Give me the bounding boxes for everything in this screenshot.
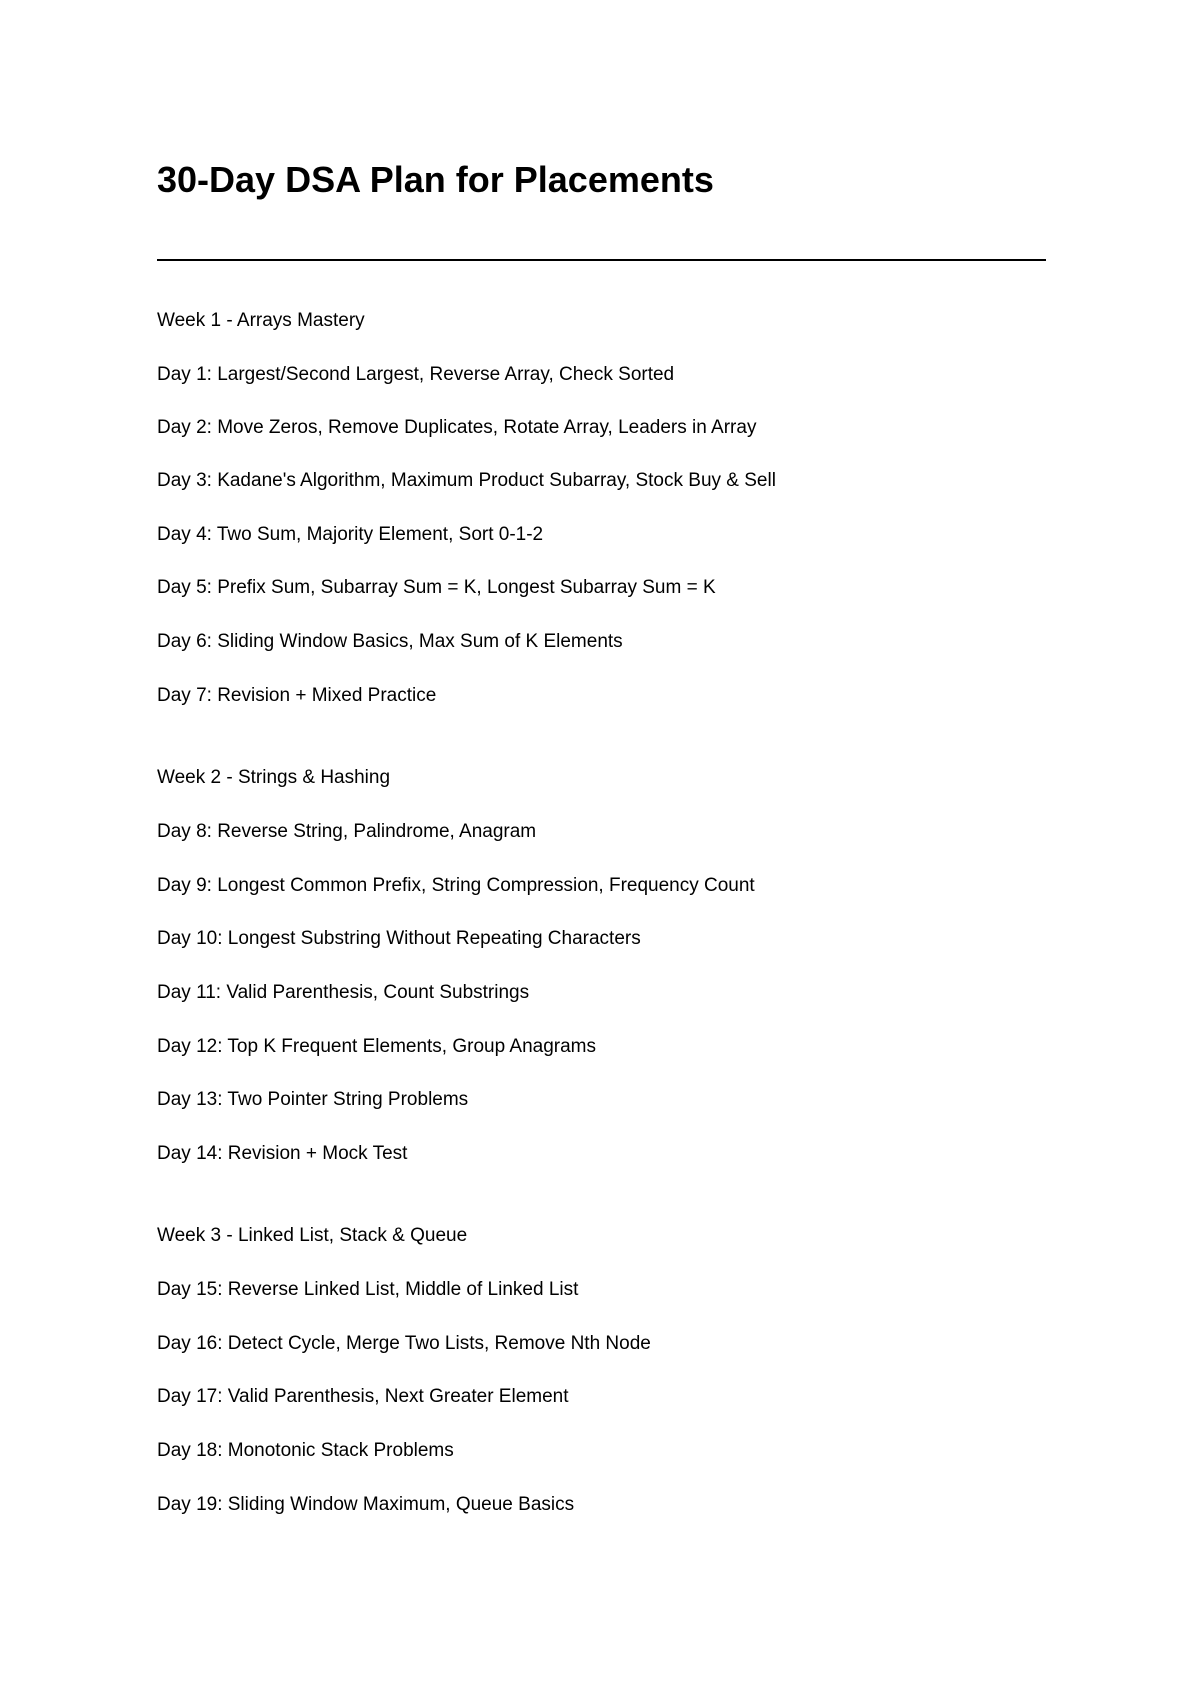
day-5-item: Day 5: Prefix Sum, Subarray Sum = K, Longest Subarray Sum = K	[157, 577, 716, 598]
day-9-item: Day 9: Longest Common Prefix, String Compression, Frequency Count	[157, 875, 755, 896]
day-7-item: Day 7: Revision + Mixed Practice	[157, 685, 437, 706]
week-3-heading: Week 3 - Linked List, Stack & Queue	[157, 1225, 468, 1246]
day-3-item: Day 3: Kadane's Algorithm, Maximum Product Subarray, Stock Buy & Sell	[157, 470, 776, 491]
day-14-item: Day 14: Revision + Mock Test	[157, 1143, 408, 1164]
day-12-item: Day 12: Top K Frequent Elements, Group Anagrams	[157, 1036, 596, 1057]
week-2-heading: Week 2 - Strings & Hashing	[157, 767, 391, 788]
day-8-item: Day 8: Reverse String, Palindrome, Anagram	[157, 821, 537, 842]
page-title: 30-Day DSA Plan for Placements	[157, 159, 714, 200]
title-divider	[157, 259, 1046, 261]
day-4-item: Day 4: Two Sum, Majority Element, Sort 0-1-2	[157, 524, 544, 545]
day-18-item: Day 18: Monotonic Stack Problems	[157, 1440, 454, 1461]
day-11-item: Day 11: Valid Parenthesis, Count Substrings	[157, 982, 530, 1003]
week-1-heading: Week 1 - Arrays Mastery	[157, 310, 365, 331]
day-1-item: Day 1: Largest/Second Largest, Reverse Array, Check Sorted	[157, 364, 675, 385]
day-13-item: Day 13: Two Pointer String Problems	[157, 1089, 469, 1110]
day-17-item: Day 17: Valid Parenthesis, Next Greater Element	[157, 1386, 569, 1407]
day-15-item: Day 15: Reverse Linked List, Middle of Linked List	[157, 1279, 579, 1300]
day-19-item: Day 19: Sliding Window Maximum, Queue Basics	[157, 1494, 575, 1515]
day-16-item: Day 16: Detect Cycle, Merge Two Lists, Remove Nth Node	[157, 1333, 651, 1354]
day-6-item: Day 6: Sliding Window Basics, Max Sum of K Elements	[157, 631, 623, 652]
day-2-item: Day 2: Move Zeros, Remove Duplicates, Rotate Array, Leaders in Array	[157, 417, 757, 438]
day-10-item: Day 10: Longest Substring Without Repeating Characters	[157, 928, 641, 949]
